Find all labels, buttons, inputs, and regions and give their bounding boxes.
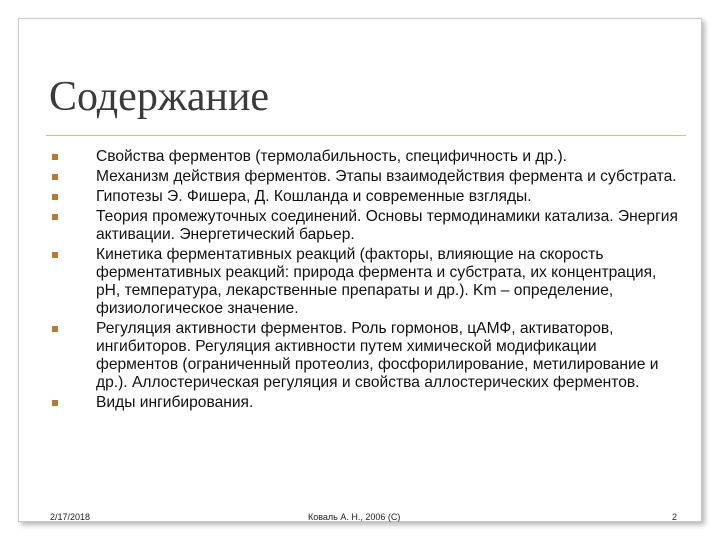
list-item — [50, 320, 680, 392]
square-bullet-icon — [52, 214, 58, 220]
square-bullet-icon — [52, 252, 58, 258]
list-item-text: Механизм действия ферментов. Этапы взаимодействия фермента и субстрата. — [96, 168, 677, 185]
slide-title: Содержание — [49, 74, 270, 120]
list-item-text: Кинетика ферментативных реакций (факторы, влияющие на скорость ферментативных реакций: природа фермента и субстрата, их концентрация, рН, температура, лекарственные препараты и др.). Km – определение, физиологическое значение. — [96, 246, 657, 317]
square-bullet-icon — [52, 174, 58, 180]
title-divider — [46, 135, 686, 136]
square-bullet-icon — [52, 154, 58, 160]
list-item-text: Гипотезы Э. Фишера, Д. Кошланда и современные взгляды. — [96, 188, 532, 205]
footer-author: Коваль А. Н., 2006 (C) — [308, 512, 401, 522]
list-item — [50, 148, 680, 166]
page-number: 2 — [672, 512, 678, 522]
list-item-text: Регуляция активности ферментов. Роль гормонов, цАМФ, активаторов, ингибиторов. Регуляция активности путем химической модификации ферментов (ограниченный протеолиз, фосфорилирование, метилирование и др.). Аллостерическая регуляция и свойства аллостерических ферментов. — [96, 320, 659, 391]
square-bullet-icon — [52, 194, 58, 200]
list-item — [50, 188, 680, 206]
list-item-text: Свойства ферментов (термолабильность, специфичность и др.). — [96, 148, 568, 165]
square-bullet-icon — [52, 326, 58, 332]
list-item — [50, 208, 680, 244]
content-list — [50, 148, 680, 412]
square-bullet-icon — [52, 400, 58, 406]
footer-date: 2/17/2018 — [50, 512, 91, 522]
list-item-text: Виды ингибирования. — [96, 394, 254, 411]
list-item-text: Теория промежуточных соединений. Основы термодинамики катализа. Энергия активации. Энергетический барьер. — [96, 208, 678, 243]
list-item — [50, 246, 680, 318]
list-item — [50, 168, 680, 186]
list-item — [50, 394, 680, 412]
